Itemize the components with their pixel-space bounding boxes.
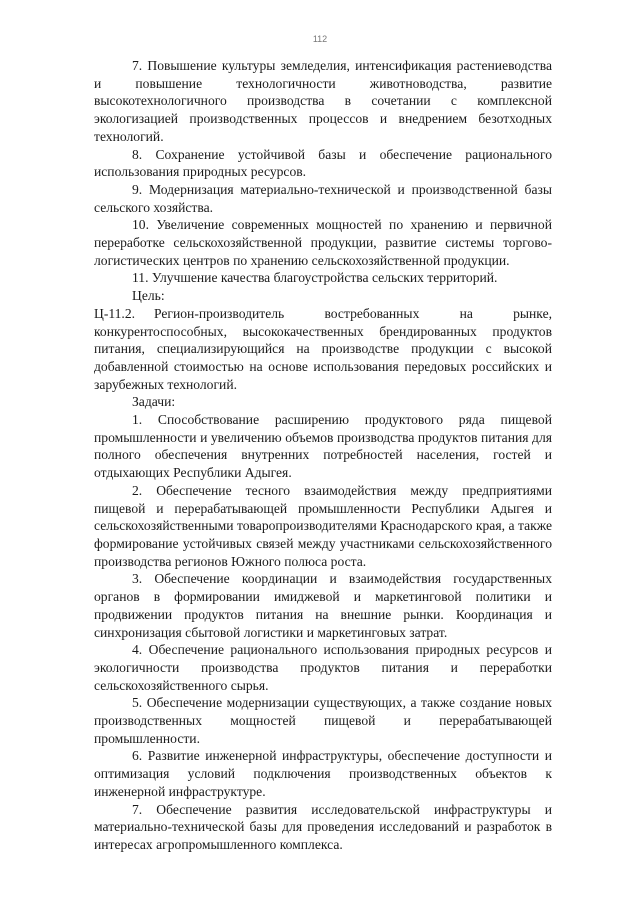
paragraph: 8. Сохранение устойчивой базы и обеспечение рационального использования природных ресурсов.: [94, 146, 552, 180]
tasks-heading: Задачи:: [132, 394, 176, 410]
task-item: 6. Развитие инженерной инфраструктуры, обеспечение доступности и оптимизация условий подключения производственных объектов к инженерной инфраструктуре.: [94, 748, 552, 799]
paragraph: 10. Увеличение современных мощностей по хранению и первичной переработке сельскохозяйственной продукции, развитие системы торгово-логистических центров по хранению сельскохозяйственной продукции.: [94, 217, 552, 268]
page-number: 112: [312, 34, 328, 44]
task-item: 7. Обеспечение развития исследовательской инфраструктуры и материально-технической базы для проведения исследований и разработок в интересах агропромышленного комплекса.: [94, 801, 552, 852]
paragraph: 7. Повышение культуры земледелия, интенсификация растениеводства и повышение технологичности животноводства, развитие высокотехнологичного производства в сочетании с комплексной экологизацией производственных процессов и внедрением безотходных технологий.: [94, 58, 552, 144]
goal-text: Регион-производитель востребованных на рынке, конкурентоспособных, высококачественных брендированных продуктов питания, специализирующийся на производстве продукции с высокой добавленной стоимостью на основе использования передовых российских и зарубежных технологий.: [94, 305, 552, 392]
paragraph: 9. Модернизация материально-технической и производственной базы сельского хозяйства.: [94, 181, 552, 215]
task-item: 4. Обеспечение рационального использования природных ресурсов и экологичности производства продуктов питания и переработки сельскохозяйственного сырья.: [94, 642, 552, 693]
task-item: 5. Обеспечение модернизации существующих, а также создание новых производственных мощностей пищевой и перерабатывающей промышленности.: [94, 695, 552, 746]
task-item: 3. Обеспечение координации и взаимодействия государственных органов в формировании имиджевой и маркетинговой политики и продвижении продуктов питания на внешние рынки. Координация и синхронизация сбытовой логистики и маркетинговых затрат.: [94, 571, 552, 640]
paragraph: 11. Улучшение качества благоустройства сельских территорий.: [132, 270, 498, 286]
document-body: [94, 57, 552, 854]
task-item: 1. Способствование расширению продуктового ряда пищевой промышленности и увеличению объемов производства продуктов питания для полного обеспечения внутренних потребностей населения, гостей и отдыхающих Республики Адыгея.: [94, 412, 552, 481]
task-item: 2. Обеспечение тесного взаимодействия между предприятиями пищевой и перерабатывающей промышленности Республики Адыгея и сельскохозяйственными товаропроизводителями Краснодарского края, а также формирование устойчивых связей между участниками сельскохозяйственного производства регионов Южного полюса роста.: [94, 482, 552, 569]
goal-item: [94, 305, 552, 394]
goal-code: Ц-11.2.: [94, 305, 136, 321]
goal-heading: Цель:: [132, 288, 165, 304]
